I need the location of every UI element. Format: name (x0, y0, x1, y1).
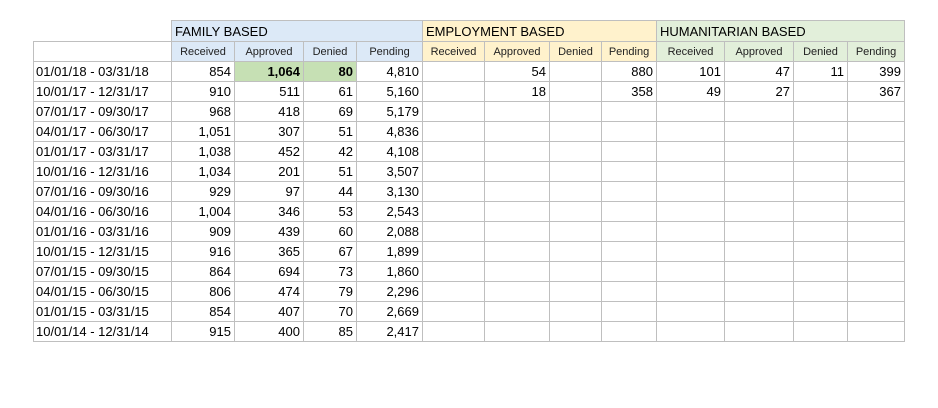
family-denied-cell[interactable]: 69 (304, 102, 357, 122)
family-pending-cell[interactable]: 2,417 (357, 322, 423, 342)
humanitarian-denied-cell[interactable] (794, 182, 848, 202)
employment-received-cell[interactable] (423, 82, 485, 102)
family-received-cell[interactable]: 916 (172, 242, 235, 262)
family-pending-cell[interactable]: 2,543 (357, 202, 423, 222)
group-humanitarian[interactable]: HUMANITARIAN BASED (657, 21, 905, 42)
family-pending-cell[interactable]: 5,179 (357, 102, 423, 122)
period-cell[interactable]: 04/01/16 - 06/30/16 (34, 202, 172, 222)
employment-pending-cell[interactable] (602, 182, 657, 202)
humanitarian-received-cell[interactable] (657, 322, 725, 342)
employment-approved-cell[interactable]: 18 (485, 82, 550, 102)
humanitarian-col-received[interactable]: Received (657, 42, 725, 62)
family-approved-cell[interactable]: 407 (235, 302, 304, 322)
employment-denied-cell[interactable] (550, 142, 602, 162)
table-row (34, 162, 905, 182)
family-received-cell[interactable]: 909 (172, 222, 235, 242)
humanitarian-pending-cell[interactable] (848, 122, 905, 142)
employment-pending-cell[interactable] (602, 162, 657, 182)
family-pending-cell[interactable]: 5,160 (357, 82, 423, 102)
humanitarian-pending-cell[interactable] (848, 182, 905, 202)
employment-approved-cell[interactable] (485, 322, 550, 342)
family-denied-cell[interactable]: 80 (304, 62, 357, 82)
period-cell[interactable]: 10/01/14 - 12/31/14 (34, 322, 172, 342)
humanitarian-received-cell[interactable] (657, 162, 725, 182)
table-row (34, 262, 905, 282)
employment-approved-cell[interactable] (485, 262, 550, 282)
period-cell[interactable]: 07/01/17 - 09/30/17 (34, 102, 172, 122)
family-received-cell[interactable]: 929 (172, 182, 235, 202)
humanitarian-pending-cell[interactable] (848, 302, 905, 322)
family-denied-cell[interactable]: 61 (304, 82, 357, 102)
period-cell[interactable]: 10/01/15 - 12/31/15 (34, 242, 172, 262)
family-denied-cell[interactable]: 44 (304, 182, 357, 202)
column-header-row (34, 42, 905, 62)
humanitarian-denied-cell[interactable] (794, 282, 848, 302)
family-pending-cell[interactable]: 4,836 (357, 122, 423, 142)
family-col-received[interactable]: Received (172, 42, 235, 62)
employment-received-cell[interactable] (423, 142, 485, 162)
humanitarian-pending-cell[interactable]: 399 (848, 62, 905, 82)
employment-col-approved[interactable]: Approved (485, 42, 550, 62)
humanitarian-approved-cell[interactable] (725, 142, 794, 162)
period-cell[interactable]: 07/01/15 - 09/30/15 (34, 262, 172, 282)
employment-received-cell[interactable] (423, 62, 485, 82)
employment-denied-cell[interactable] (550, 242, 602, 262)
family-denied-cell[interactable]: 60 (304, 222, 357, 242)
employment-approved-cell[interactable] (485, 282, 550, 302)
employment-denied-cell[interactable] (550, 82, 602, 102)
employment-denied-cell[interactable] (550, 262, 602, 282)
employment-received-cell[interactable] (423, 262, 485, 282)
family-denied-cell[interactable]: 42 (304, 142, 357, 162)
employment-denied-cell[interactable] (550, 322, 602, 342)
employment-received-cell[interactable] (423, 182, 485, 202)
family-pending-cell[interactable]: 3,507 (357, 162, 423, 182)
family-denied-cell[interactable]: 67 (304, 242, 357, 262)
humanitarian-col-pending[interactable]: Pending (848, 42, 905, 62)
family-received-cell[interactable]: 1,038 (172, 142, 235, 162)
humanitarian-pending-cell[interactable] (848, 322, 905, 342)
table-row (34, 202, 905, 222)
humanitarian-col-denied[interactable]: Denied (794, 42, 848, 62)
employment-denied-cell[interactable] (550, 222, 602, 242)
period-cell[interactable]: 01/01/17 - 03/31/17 (34, 142, 172, 162)
humanitarian-denied-cell[interactable] (794, 102, 848, 122)
employment-denied-cell[interactable] (550, 162, 602, 182)
table-row (34, 242, 905, 262)
humanitarian-approved-cell[interactable] (725, 122, 794, 142)
family-approved-cell[interactable]: 307 (235, 122, 304, 142)
employment-pending-cell[interactable] (602, 222, 657, 242)
employment-received-cell[interactable] (423, 162, 485, 182)
family-denied-cell[interactable]: 51 (304, 122, 357, 142)
humanitarian-denied-cell[interactable] (794, 322, 848, 342)
humanitarian-received-cell[interactable] (657, 242, 725, 262)
humanitarian-approved-cell[interactable] (725, 162, 794, 182)
employment-pending-cell[interactable]: 358 (602, 82, 657, 102)
humanitarian-pending-cell[interactable]: 367 (848, 82, 905, 102)
humanitarian-approved-cell[interactable]: 27 (725, 82, 794, 102)
employment-pending-cell[interactable] (602, 282, 657, 302)
humanitarian-received-cell[interactable]: 101 (657, 62, 725, 82)
employment-pending-cell[interactable] (602, 142, 657, 162)
family-approved-cell[interactable]: 694 (235, 262, 304, 282)
humanitarian-received-cell[interactable] (657, 302, 725, 322)
corner-cell[interactable] (34, 21, 172, 42)
employment-approved-cell[interactable] (485, 102, 550, 122)
table-row (34, 322, 905, 342)
humanitarian-denied-cell[interactable] (794, 302, 848, 322)
humanitarian-pending-cell[interactable] (848, 262, 905, 282)
humanitarian-pending-cell[interactable] (848, 102, 905, 122)
humanitarian-denied-cell[interactable] (794, 142, 848, 162)
family-received-cell[interactable]: 1,004 (172, 202, 235, 222)
family-approved-cell[interactable]: 439 (235, 222, 304, 242)
family-pending-cell[interactable]: 3,130 (357, 182, 423, 202)
employment-approved-cell[interactable] (485, 162, 550, 182)
employment-received-cell[interactable] (423, 302, 485, 322)
humanitarian-received-cell[interactable] (657, 282, 725, 302)
employment-received-cell[interactable] (423, 282, 485, 302)
family-received-cell[interactable]: 915 (172, 322, 235, 342)
humanitarian-received-cell[interactable] (657, 222, 725, 242)
employment-denied-cell[interactable] (550, 302, 602, 322)
employment-pending-cell[interactable]: 880 (602, 62, 657, 82)
family-approved-cell[interactable]: 346 (235, 202, 304, 222)
employment-approved-cell[interactable] (485, 142, 550, 162)
table-row (34, 302, 905, 322)
family-received-cell[interactable]: 806 (172, 282, 235, 302)
family-col-pending[interactable]: Pending (357, 42, 423, 62)
employment-received-cell[interactable] (423, 202, 485, 222)
family-approved-cell[interactable]: 201 (235, 162, 304, 182)
humanitarian-received-cell[interactable] (657, 102, 725, 122)
employment-col-pending[interactable]: Pending (602, 42, 657, 62)
humanitarian-pending-cell[interactable] (848, 202, 905, 222)
family-received-cell[interactable]: 854 (172, 302, 235, 322)
humanitarian-approved-cell[interactable] (725, 282, 794, 302)
employment-pending-cell[interactable] (602, 102, 657, 122)
humanitarian-received-cell[interactable] (657, 122, 725, 142)
table-row (34, 62, 905, 82)
humanitarian-approved-cell[interactable] (725, 222, 794, 242)
employment-received-cell[interactable] (423, 122, 485, 142)
family-pending-cell[interactable]: 1,860 (357, 262, 423, 282)
family-denied-cell[interactable]: 79 (304, 282, 357, 302)
humanitarian-denied-cell[interactable] (794, 82, 848, 102)
employment-approved-cell[interactable]: 54 (485, 62, 550, 82)
humanitarian-col-approved[interactable]: Approved (725, 42, 794, 62)
humanitarian-received-cell[interactable] (657, 142, 725, 162)
family-received-cell[interactable]: 968 (172, 102, 235, 122)
humanitarian-approved-cell[interactable] (725, 322, 794, 342)
family-received-cell[interactable]: 910 (172, 82, 235, 102)
humanitarian-denied-cell[interactable] (794, 242, 848, 262)
employment-col-denied[interactable]: Denied (550, 42, 602, 62)
humanitarian-denied-cell[interactable] (794, 262, 848, 282)
family-approved-cell[interactable]: 365 (235, 242, 304, 262)
table-row (34, 82, 905, 102)
period-cell[interactable]: 10/01/17 - 12/31/17 (34, 82, 172, 102)
humanitarian-pending-cell[interactable] (848, 282, 905, 302)
immigration-table (33, 20, 905, 342)
employment-pending-cell[interactable] (602, 262, 657, 282)
humanitarian-approved-cell[interactable] (725, 202, 794, 222)
humanitarian-approved-cell[interactable]: 47 (725, 62, 794, 82)
period-header[interactable] (34, 42, 172, 62)
period-cell[interactable]: 04/01/17 - 06/30/17 (34, 122, 172, 142)
employment-pending-cell[interactable] (602, 302, 657, 322)
employment-approved-cell[interactable] (485, 122, 550, 142)
family-received-cell[interactable]: 1,034 (172, 162, 235, 182)
family-pending-cell[interactable]: 4,810 (357, 62, 423, 82)
family-col-approved[interactable]: Approved (235, 42, 304, 62)
family-pending-cell[interactable]: 4,108 (357, 142, 423, 162)
table-row (34, 182, 905, 202)
period-cell[interactable]: 10/01/16 - 12/31/16 (34, 162, 172, 182)
humanitarian-pending-cell[interactable] (848, 162, 905, 182)
employment-pending-cell[interactable] (602, 122, 657, 142)
family-denied-cell[interactable]: 53 (304, 202, 357, 222)
employment-approved-cell[interactable] (485, 222, 550, 242)
humanitarian-received-cell[interactable] (657, 182, 725, 202)
period-cell[interactable]: 01/01/16 - 03/31/16 (34, 222, 172, 242)
family-approved-cell[interactable]: 400 (235, 322, 304, 342)
family-pending-cell[interactable]: 2,296 (357, 282, 423, 302)
family-col-denied[interactable]: Denied (304, 42, 357, 62)
employment-denied-cell[interactable] (550, 62, 602, 82)
humanitarian-pending-cell[interactable] (848, 222, 905, 242)
humanitarian-denied-cell[interactable] (794, 222, 848, 242)
employment-pending-cell[interactable] (602, 202, 657, 222)
employment-approved-cell[interactable] (485, 242, 550, 262)
employment-pending-cell[interactable] (602, 322, 657, 342)
period-cell[interactable]: 01/01/18 - 03/31/18 (34, 62, 172, 82)
family-denied-cell[interactable]: 85 (304, 322, 357, 342)
humanitarian-approved-cell[interactable] (725, 242, 794, 262)
table-row (34, 222, 905, 242)
family-received-cell[interactable]: 864 (172, 262, 235, 282)
humanitarian-received-cell[interactable] (657, 262, 725, 282)
employment-denied-cell[interactable] (550, 122, 602, 142)
group-employment[interactable]: EMPLOYMENT BASED (423, 21, 657, 42)
humanitarian-approved-cell[interactable] (725, 302, 794, 322)
family-denied-cell[interactable]: 73 (304, 262, 357, 282)
employment-received-cell[interactable] (423, 102, 485, 122)
family-pending-cell[interactable]: 2,669 (357, 302, 423, 322)
family-approved-cell[interactable]: 418 (235, 102, 304, 122)
employment-received-cell[interactable] (423, 322, 485, 342)
period-cell[interactable]: 04/01/15 - 06/30/15 (34, 282, 172, 302)
family-received-cell[interactable]: 854 (172, 62, 235, 82)
table-row (34, 102, 905, 122)
employment-denied-cell[interactable] (550, 202, 602, 222)
employment-pending-cell[interactable] (602, 242, 657, 262)
humanitarian-approved-cell[interactable] (725, 262, 794, 282)
group-family[interactable]: FAMILY BASED (172, 21, 423, 42)
family-approved-cell[interactable]: 1,064 (235, 62, 304, 82)
family-pending-cell[interactable]: 1,899 (357, 242, 423, 262)
period-cell[interactable]: 07/01/16 - 09/30/16 (34, 182, 172, 202)
family-approved-cell[interactable]: 97 (235, 182, 304, 202)
family-denied-cell[interactable]: 51 (304, 162, 357, 182)
employment-approved-cell[interactable] (485, 302, 550, 322)
humanitarian-pending-cell[interactable] (848, 142, 905, 162)
humanitarian-pending-cell[interactable] (848, 242, 905, 262)
humanitarian-received-cell[interactable]: 49 (657, 82, 725, 102)
family-denied-cell[interactable]: 70 (304, 302, 357, 322)
family-approved-cell[interactable]: 511 (235, 82, 304, 102)
table-row (34, 282, 905, 302)
humanitarian-denied-cell[interactable] (794, 162, 848, 182)
employment-approved-cell[interactable] (485, 182, 550, 202)
table-row (34, 122, 905, 142)
humanitarian-approved-cell[interactable] (725, 102, 794, 122)
employment-denied-cell[interactable] (550, 182, 602, 202)
employment-received-cell[interactable] (423, 242, 485, 262)
spreadsheet (33, 20, 905, 342)
humanitarian-denied-cell[interactable]: 11 (794, 62, 848, 82)
employment-denied-cell[interactable] (550, 102, 602, 122)
period-cell[interactable]: 01/01/15 - 03/31/15 (34, 302, 172, 322)
group-header-row (34, 21, 905, 42)
employment-denied-cell[interactable] (550, 282, 602, 302)
employment-received-cell[interactable] (423, 222, 485, 242)
employment-approved-cell[interactable] (485, 202, 550, 222)
humanitarian-received-cell[interactable] (657, 202, 725, 222)
humanitarian-denied-cell[interactable] (794, 202, 848, 222)
table-row (34, 142, 905, 162)
employment-col-received[interactable]: Received (423, 42, 485, 62)
family-approved-cell[interactable]: 452 (235, 142, 304, 162)
family-pending-cell[interactable]: 2,088 (357, 222, 423, 242)
humanitarian-approved-cell[interactable] (725, 182, 794, 202)
humanitarian-denied-cell[interactable] (794, 122, 848, 142)
family-approved-cell[interactable]: 474 (235, 282, 304, 302)
family-received-cell[interactable]: 1,051 (172, 122, 235, 142)
